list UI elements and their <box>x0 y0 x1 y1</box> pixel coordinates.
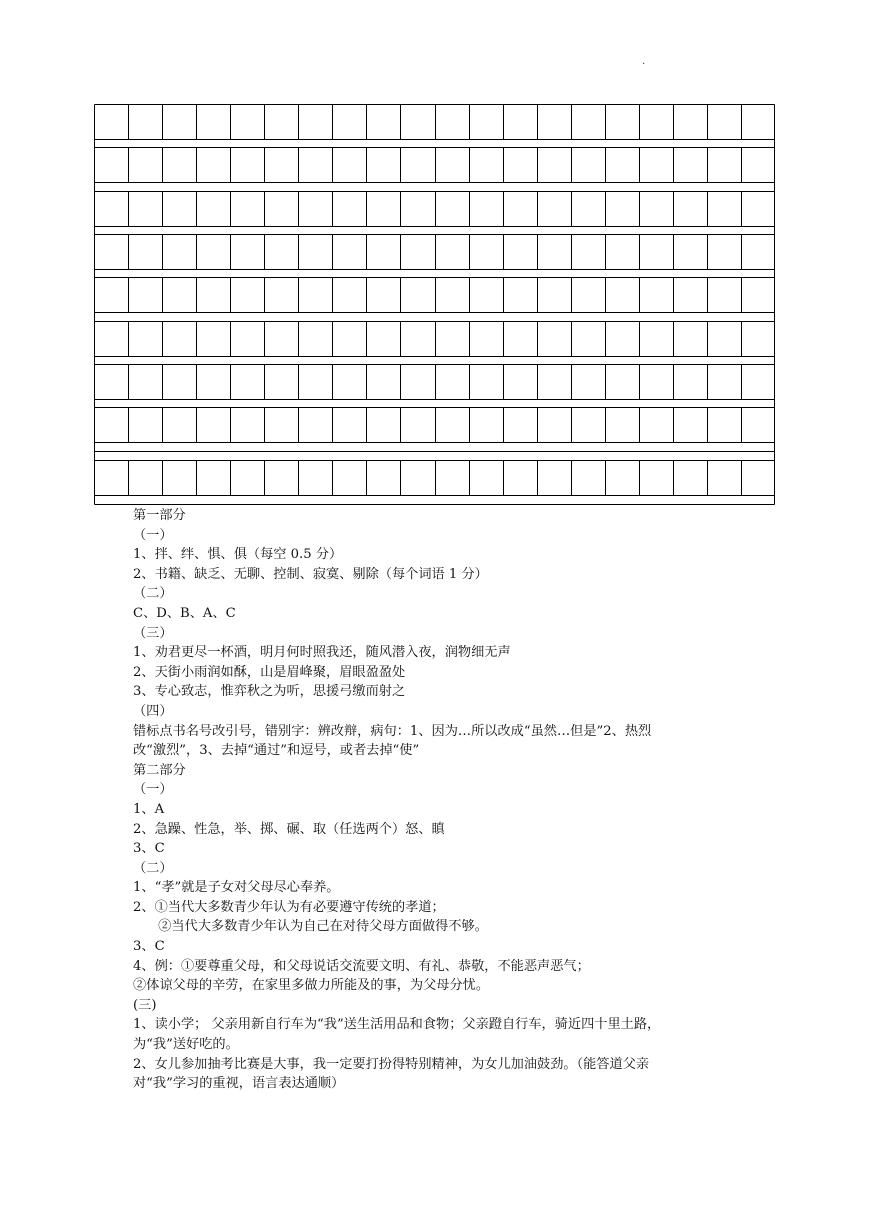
answer-key <box>133 506 743 1094</box>
answer-line: （二） <box>133 860 173 876</box>
answer-line: （一） <box>133 527 173 543</box>
answer-line: 4、例：①要尊重父母，和父母说话交流要文明、有礼、恭敬，不能恶声恶气； <box>133 958 590 974</box>
answer-line: 错标点书名号改引号，错别字：辨改辩，病句：1、因为…所以改成“虽然…但是”2、热烈 <box>133 723 652 739</box>
grid-row <box>95 148 775 183</box>
answer-line: 2、①当代大多数青少年认为有必要遵守传统的孝道； <box>133 899 445 915</box>
grid-row <box>95 278 775 313</box>
answer-line: 3、专心致志，惟弈秋之为听，思援弓缴而射之 <box>133 684 406 700</box>
answer-line: 1、读小学； 父亲用新自行车为“我”送生活用品和食物；父亲蹬自行车，骑近四十里土路， <box>133 1017 661 1033</box>
answer-line: 第一部分 <box>133 508 186 523</box>
answer-line: 2、急躁、性急，举、掷、碾、取（任选两个）怒、瞋 <box>133 821 445 837</box>
answer-line: 对“我”学习的重视，语言表达通顺） <box>133 1076 345 1092</box>
answer-line: 2、书籍、缺乏、无聊、控制、寂寞、剔除（每个词语 1 分） <box>133 566 488 582</box>
answer-line: 第二部分 <box>133 762 186 778</box>
grid-row <box>95 105 775 140</box>
grid-row <box>95 235 775 270</box>
answer-line: 1、A <box>133 801 165 817</box>
answer-line: 1、劝君更尽一杯酒，明月何时照我还，随风潜入夜，润物细无声 <box>133 645 511 661</box>
answer-line: ②当代大多数青少年认为自己在对待父母方面做得不够。 <box>133 919 488 935</box>
grid-row <box>95 408 775 443</box>
answer-line: (三) <box>133 997 157 1013</box>
answer-line: 1、拌、绊、惧、俱（每空 0.5 分） <box>133 547 343 563</box>
grid-row <box>95 461 775 496</box>
answer-line: 3、C <box>133 841 165 857</box>
grid-row <box>95 322 775 357</box>
answer-line: 2、天街小雨润如酥，山是眉峰聚，眉眼盈盈处 <box>133 664 406 680</box>
writing-grid <box>94 104 775 505</box>
answer-line: （一） <box>133 782 173 798</box>
answer-line: C、D、B、A、C <box>133 605 236 621</box>
answer-line: （三） <box>133 625 173 641</box>
answer-line: 2、女儿参加抽考比赛是大事，我一定要打扮得特别精神，为女儿加油鼓劲。（能答道父亲 <box>133 1056 650 1072</box>
grid-row <box>95 192 775 227</box>
answer-line: （四） <box>133 703 173 719</box>
answer-line: ②体谅父母的辛劳，在家里多做力所能及的事，为父母分忧。 <box>133 978 490 994</box>
answer-line: 1、“孝”就是子女对父母尽心奉养。 <box>133 880 340 896</box>
answer-line: （二） <box>133 586 173 602</box>
corner-dot: . <box>642 56 646 67</box>
answer-line: 3、C <box>133 939 165 955</box>
grid-row <box>95 365 775 400</box>
answer-line: 为“我”送好吃的。 <box>133 1037 239 1053</box>
answer-line: 改“激烈”，3、去掉“通过”和逗号，或者去掉“使” <box>133 743 420 759</box>
